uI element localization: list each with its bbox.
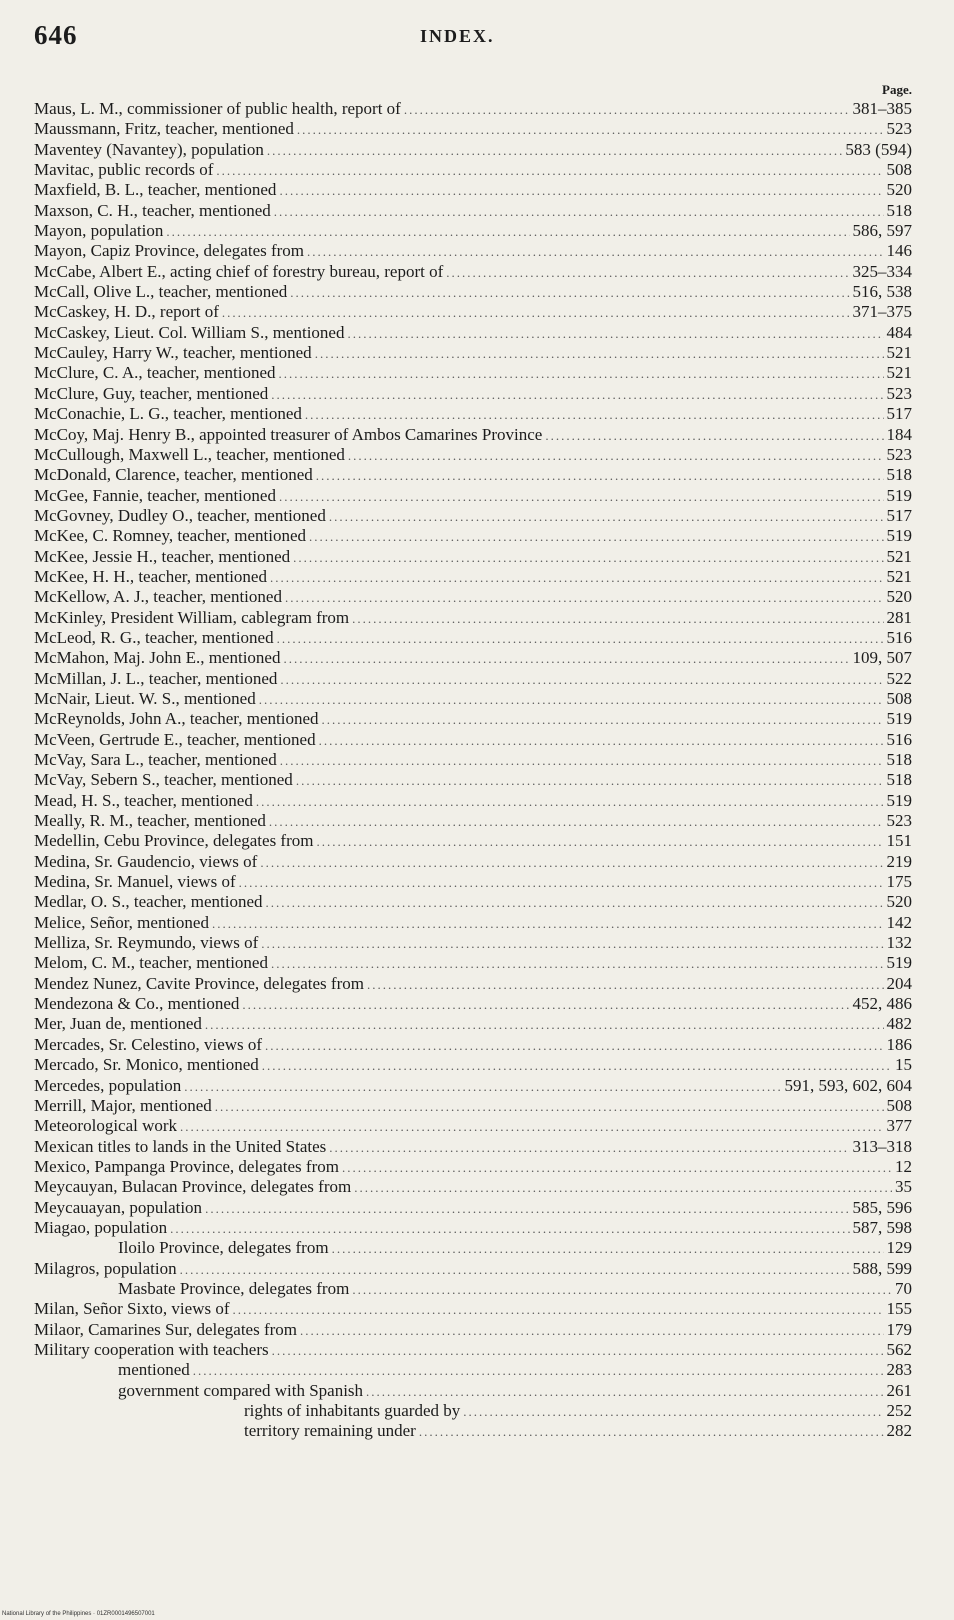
entry-pages: 15 [895,1055,912,1075]
entry-label: rights of inhabitants guarded by [244,1401,461,1420]
entry-label: McGovney, Dudley O., teacher, mentioned [34,505,326,525]
leader-dots [215,1097,884,1116]
entry-label: McKee, H. H., teacher, mentioned [34,566,267,586]
index-entry [34,1014,912,1034]
entry-pages: 452, 486 [852,994,912,1014]
index-entry [34,689,912,709]
entry-pages: 313–318 [852,1136,912,1156]
leader-dots [267,141,843,160]
leader-dots [272,1341,884,1360]
entry-label: Mead, H. S., teacher, mentioned [34,790,253,810]
entry-pages: 523 [886,811,912,831]
index-entry [34,1096,912,1116]
entry-pages: 518 [886,750,912,769]
leader-dots [296,771,884,790]
entry-label: McCaskey, H. D., report of [34,302,219,322]
entry-label: McKinley, President William, cablegram from [34,607,350,627]
entry-label: Military cooperation with teachers [34,1339,269,1359]
index-entry [34,1076,912,1096]
entry-pages: 371–375 [852,302,912,322]
entry-pages: 521 [886,363,912,383]
leader-dots [279,364,884,383]
leader-dots [193,1361,884,1380]
entry-label: McKee, C. Romney, teacher, mentioned [34,526,307,546]
entry-label: McKellow, A. J., teacher, mentioned [34,587,282,607]
leader-dots [309,527,883,546]
entry-label: Mercades, Sr. Celestino, views of [34,1034,263,1054]
leader-dots [266,893,884,912]
index-entry [34,1401,912,1421]
index-entry [34,363,912,383]
leader-dots [205,1015,884,1034]
index-entry [34,1299,912,1319]
entry-pages: 204 [886,973,912,993]
leader-dots [279,181,883,200]
entry-pages: 522 [886,668,912,688]
entry-pages: 129 [886,1238,912,1258]
entry-pages: 325–334 [852,261,912,281]
entry-label: Mavitac, public records of [34,160,214,180]
leader-dots [216,161,883,180]
entry-label: government compared with Spanish [118,1380,364,1400]
entry-pages: 377 [886,1116,912,1136]
index-entry [34,547,912,567]
leader-dots [300,1321,883,1340]
entry-pages: 520 [886,180,912,200]
entry-label: Mexico, Pampanga Province, delegates from [34,1156,339,1176]
index-entry [34,445,912,465]
entry-pages: 142 [886,912,912,932]
entry-pages: 132 [886,933,912,953]
scan-footer-note: National Library of the Philippines · 01ZR0001496507001 [2,1611,155,1617]
index-entry [34,404,912,424]
index-entry [34,974,912,994]
index-entry [34,506,912,526]
index-entry [34,343,912,363]
entry-label: McReynolds, John A., teacher, mentioned [34,709,319,729]
entry-pages: 519 [886,485,912,505]
index-entry [34,323,912,343]
index-entry [34,180,912,200]
leader-dots [260,853,883,872]
entry-pages: 517 [886,404,912,424]
entry-label: Maventey (Navantey), population [34,139,264,159]
entry-pages: 521 [886,566,912,586]
leader-dots [352,1280,892,1299]
entry-pages: 252 [886,1401,912,1420]
index-entry [34,384,912,404]
entry-label: McVay, Sara L., teacher, mentioned [34,750,277,769]
entry-label: Milagros, population [34,1258,177,1278]
entry-pages: 521 [886,546,912,566]
index-entry [34,730,912,750]
entry-label: Mexican titles to lands in the United States [34,1136,327,1156]
entry-pages: 109, 507 [852,648,912,668]
leader-dots [280,670,883,689]
leader-dots [342,1158,892,1177]
entry-pages: 585, 596 [852,1197,912,1217]
entry-pages: 516, 538 [852,282,912,302]
entry-label: Melice, Señor, mentioned [34,912,209,932]
page-column-label: Page. [882,82,912,97]
entry-pages: 175 [886,872,912,892]
leader-dots [354,1178,892,1197]
entry-label: Medina, Sr. Gaudencio, views of [34,851,258,871]
index-entry [34,1259,912,1279]
entry-label: McKee, Jessie H., teacher, mentioned [34,546,291,566]
entry-pages: 146 [886,241,912,261]
leader-dots [352,609,883,628]
leader-dots [180,1260,850,1279]
leader-dots [293,548,883,567]
index-entry [34,1421,912,1441]
leader-dots [233,1300,884,1319]
entry-label: Meycauyan, Bulacan Province, delegates from [34,1177,352,1197]
index-entry [34,872,912,892]
entry-pages: 519 [886,709,912,729]
index-entry [34,587,912,607]
leader-dots [446,263,849,282]
entry-label: Mendezona & Co., mentioned [34,994,240,1014]
leader-dots [274,202,884,221]
index-entry [34,99,912,119]
index-entry [34,1116,912,1136]
index-entry [34,953,912,973]
entry-label: McClure, Guy, teacher, mentioned [34,383,269,403]
leader-dots [166,222,849,241]
leader-dots [270,568,884,587]
entry-pages: 523 [886,383,912,403]
page-number: 646 [34,20,78,50]
index-entry [34,425,912,445]
entry-label: McConachie, L. G., teacher, mentioned [34,404,302,424]
index-entry [34,791,912,811]
entry-pages: 587, 598 [852,1217,912,1237]
index-entry [34,1218,912,1238]
entry-label: Meycauayan, population [34,1197,203,1217]
leader-dots [180,1117,883,1136]
entry-pages: 523 [886,444,912,464]
entry-label: Mercado, Sr. Monico, mentioned [34,1055,259,1075]
leader-dots [265,1036,883,1055]
entry-label: McDonald, Clarence, teacher, mentioned [34,465,313,485]
index-entry [34,1381,912,1401]
index-entry [34,608,912,628]
entry-label: Maxfield, B. L., teacher, mentioned [34,180,277,200]
index-entry [34,811,912,831]
leader-dots [332,1239,884,1258]
entry-label: McMahon, Maj. John E., mentioned [34,648,281,668]
entry-label: Meally, R. M., teacher, mentioned [34,811,266,831]
entry-pages: 562 [886,1339,912,1359]
index-entry [34,119,912,139]
leader-dots [419,1422,884,1441]
index-entry [34,628,912,648]
entry-pages: 583 (594) [845,139,912,159]
entry-pages: 517 [886,505,912,525]
leader-dots [285,588,884,607]
entry-pages: 518 [886,770,912,790]
entry-label: McCauley, Harry W., teacher, mentioned [34,343,312,363]
entry-label: McNair, Lieut. W. S., mentioned [34,688,256,708]
entry-label: McLeod, R. G., teacher, mentioned [34,627,274,647]
index-entry [34,160,912,180]
index-entry [34,1279,912,1299]
index-entry [34,1055,912,1075]
entry-pages: 591, 593, 602, 604 [784,1075,912,1095]
index-entry [34,1177,912,1197]
entry-label: McCullough, Maxwell L., teacher, mentioned [34,444,345,464]
entry-label: Mendez Nunez, Cavite Province, delegates from [34,973,364,993]
index-entry [34,1198,912,1218]
index-entry [34,750,912,770]
entry-label: Iloilo Province, delegates from [118,1238,329,1258]
entry-pages: 186 [886,1034,912,1054]
entry-pages: 516 [886,627,912,647]
entry-label: Mayon, population [34,221,164,241]
index-entry [34,567,912,587]
index-entry [34,669,912,689]
index-entry [34,933,912,953]
index-entry [34,831,912,851]
entry-pages: 70 [895,1278,912,1298]
leader-dots [316,466,884,485]
leader-dots [271,385,883,404]
entry-label: Miagao, population [34,1217,168,1237]
leader-dots [348,446,884,465]
leader-dots [261,934,883,953]
index-entry [34,526,912,546]
entry-label: Medlar, O. S., teacher, mentioned [34,892,263,912]
index-entry [34,465,912,485]
entry-label: Mayon, Capiz Province, delegates from [34,241,305,261]
entry-pages: 586, 597 [852,221,912,241]
entry-pages: 518 [886,200,912,220]
entry-pages: 261 [886,1380,912,1400]
index-entry [34,302,912,322]
entry-pages: 523 [886,119,912,139]
index-entry [34,994,912,1014]
leader-dots [222,303,850,322]
index-entry [34,486,912,506]
entry-pages: 482 [886,1014,912,1034]
entry-pages: 484 [886,322,912,342]
entry-pages: 381–385 [852,99,912,118]
entry-pages: 35 [895,1177,912,1197]
index-entry [34,1238,912,1258]
entry-label: Medina, Sr. Manuel, views of [34,872,236,892]
entry-pages: 516 [886,729,912,749]
entry-label: McCoy, Maj. Henry B., appointed treasurer of Ambos Camarines Province [34,424,543,444]
entry-pages: 282 [886,1421,912,1441]
entry-pages: 521 [886,343,912,363]
entry-pages: 508 [886,688,912,708]
leader-dots [283,649,849,668]
index-entries [34,99,912,1442]
entry-label: Merrill, Major, mentioned [34,1095,212,1115]
entry-pages: 179 [886,1319,912,1339]
entry-label: mentioned [118,1360,190,1380]
entry-label: Maus, L. M., commissioner of public health, report of [34,99,401,118]
entry-pages: 519 [886,790,912,810]
index-entry [34,1035,912,1055]
entry-pages: 219 [886,851,912,871]
leader-dots [463,1402,883,1421]
leader-dots [239,873,884,892]
entry-label: Melliza, Sr. Reymundo, views of [34,933,259,953]
leader-dots [315,344,884,363]
entry-label: McClure, C. A., teacher, mentioned [34,363,276,383]
entry-label: Meteorological work [34,1116,178,1136]
index-entry [34,913,912,933]
entry-label: territory remaining under [244,1421,416,1441]
leader-dots [404,100,850,119]
entry-label: Mercedes, population [34,1075,182,1095]
leader-dots [545,426,883,445]
leader-dots [280,751,884,770]
index-entry [34,140,912,160]
entry-label: Maxson, C. H., teacher, mentioned [34,200,271,220]
entry-pages: 184 [886,424,912,444]
leader-dots [170,1219,849,1238]
entry-pages: 508 [886,1095,912,1115]
leader-dots [329,1138,849,1157]
index-entry [34,770,912,790]
entry-label: Milan, Señor Sixto, views of [34,1299,230,1319]
entry-label: Maussmann, Fritz, teacher, mentioned [34,119,294,139]
leader-dots [316,832,883,851]
entry-label: Melom, C. M., teacher, mentioned [34,953,268,973]
index-entry [34,282,912,302]
leader-dots [271,954,884,973]
entry-pages: 281 [886,607,912,627]
index-entry [34,221,912,241]
entry-label: McCall, Olive L., teacher, mentioned [34,282,288,302]
entry-pages: 151 [886,831,912,851]
index-entry [34,1137,912,1157]
entry-label: McCaskey, Lieut. Col. William S., mentioned [34,322,345,342]
index-entry [34,648,912,668]
index-entry [34,852,912,872]
leader-dots [297,120,884,139]
leader-dots [184,1077,781,1096]
entry-label: McVay, Sebern S., teacher, mentioned [34,770,293,790]
leader-dots [366,1382,883,1401]
index-entry [34,1360,912,1380]
index-entry [34,1340,912,1360]
leader-dots [259,690,884,709]
leader-dots [212,914,884,933]
entry-label: McGee, Fannie, teacher, mentioned [34,485,276,505]
leader-dots [347,324,883,343]
leader-dots [305,405,884,424]
leader-dots [262,1056,892,1075]
entry-pages: 518 [886,465,912,485]
index-entry [34,1157,912,1177]
leader-dots [329,507,884,526]
entry-pages: 519 [886,526,912,546]
entry-pages: 508 [886,160,912,180]
index-entry [34,1320,912,1340]
entry-label: McMillan, J. L., teacher, mentioned [34,668,278,688]
leader-dots [279,487,884,506]
leader-dots [277,629,884,648]
entry-pages: 520 [886,587,912,607]
leader-dots [269,812,884,831]
index-entry [34,241,912,261]
entry-label: Milaor, Camarines Sur, delegates from [34,1319,298,1339]
entry-pages: 12 [895,1156,912,1176]
entry-pages: 520 [886,892,912,912]
entry-label: Mer, Juan de, mentioned [34,1014,202,1034]
index-entry [34,892,912,912]
leader-dots [290,283,849,302]
leader-dots [242,995,849,1014]
entry-label: Masbate Province, delegates from [118,1278,350,1298]
leader-dots [367,975,884,994]
entry-label: McVeen, Gertrude E., teacher, mentioned [34,729,316,749]
entry-pages: 588, 599 [852,1258,912,1278]
entry-pages: 519 [886,953,912,973]
entry-pages: 283 [886,1360,912,1380]
index-entry [34,262,912,282]
leader-dots [307,242,883,261]
index-entry [34,709,912,729]
leader-dots [205,1199,849,1218]
leader-dots [319,731,884,750]
leader-dots [321,710,883,729]
entry-label: Medellin, Cebu Province, delegates from [34,831,314,851]
leader-dots [256,792,884,811]
index-entry [34,201,912,221]
running-head: INDEX. [420,26,495,46]
entry-label: McCabe, Albert E., acting chief of forestry bureau, report of [34,261,444,281]
entry-pages: 155 [886,1299,912,1319]
